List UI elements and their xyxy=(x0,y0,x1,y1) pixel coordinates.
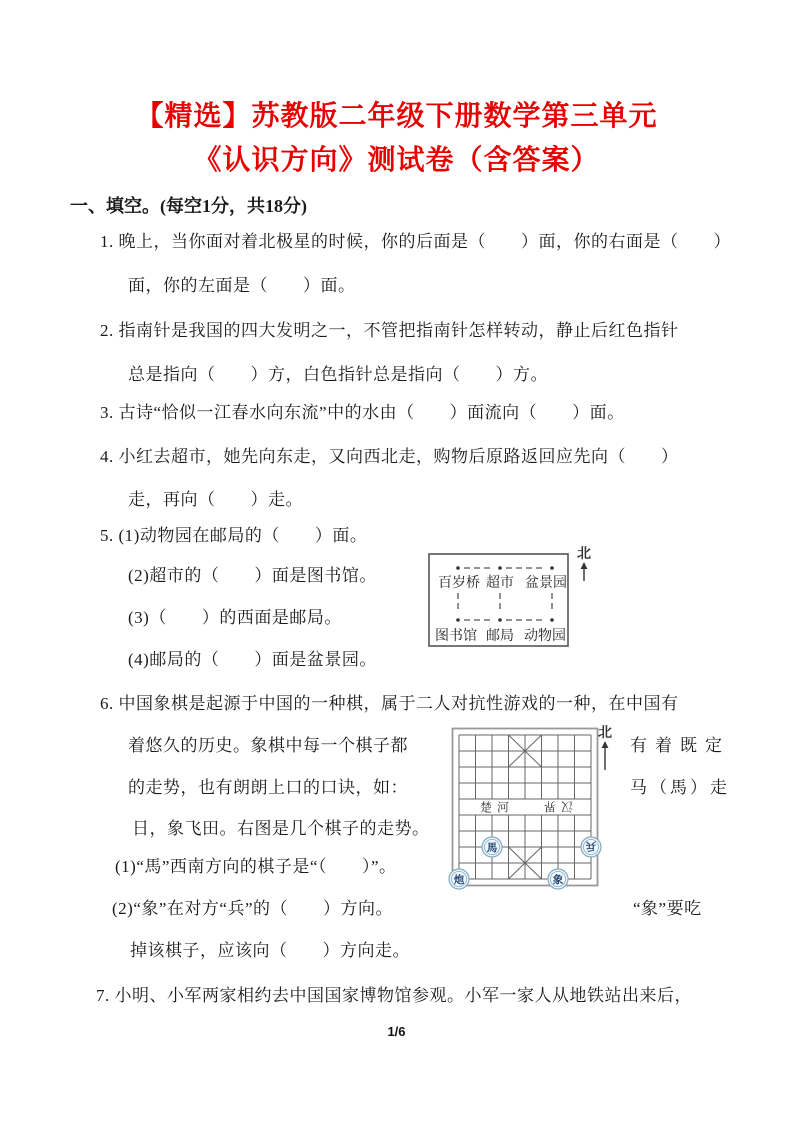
map-north-label: 北 xyxy=(577,547,591,562)
question-6-right-1: 有着既定 xyxy=(630,736,730,755)
question-7-line-1: 7. 小明、小军两家相约去中国国家博物馆参观。小军一家人从地铁站出来后， xyxy=(96,986,692,1005)
question-5-sub-2: (2)超市的（ ）面是图书馆。 xyxy=(128,566,377,585)
paper-title-line-1: 【精选】苏教版二年级下册数学第三单元 xyxy=(135,101,658,132)
chess-north-label: 北 xyxy=(598,726,612,741)
map-label-dongwuyuan: 动物园 xyxy=(524,629,566,644)
map-dot xyxy=(550,566,554,570)
question-6-sub-2: (2)“象”在对方“兵”的（ ）方向。 xyxy=(112,899,394,918)
question-1-line-1: 1. 晚上，当你面对着北极星的时候，你的后面是（ ）面，你的右面是（ ） xyxy=(100,232,731,251)
question-4-line-2: 走，再向（ ）走。 xyxy=(128,490,303,509)
paper-title-line-2: 《认识方向》测试卷（含答案） xyxy=(193,145,600,176)
chess-piece-label: 象 xyxy=(552,874,564,886)
chess-piece-label: 兵 xyxy=(585,840,597,852)
chess-piece-label: 炮 xyxy=(453,874,465,886)
map-label-chaoshi: 超市 xyxy=(486,576,514,591)
map-dot xyxy=(498,618,502,622)
question-2-line-2: 总是指向（ ）方，白色指针总是指向（ ）方。 xyxy=(128,365,548,384)
question-5-sub-4: (4)邮局的（ ）面是盆景园。 xyxy=(128,650,377,669)
chess-piece xyxy=(548,869,568,889)
chess-piece xyxy=(449,869,469,889)
map-diagram xyxy=(428,553,569,647)
question-5-sub-1: 5. (1)动物园在邮局的（ ）面。 xyxy=(100,526,368,545)
section-1-heading: 一、填空。(每空1分，共18分) xyxy=(70,196,307,216)
north-arrow-icon xyxy=(600,741,610,771)
map-label-baisuiqiao: 百岁桥 xyxy=(438,576,480,591)
map-dot xyxy=(456,618,460,622)
map-dot xyxy=(498,566,502,570)
map-label-tushuguan: 图书馆 xyxy=(435,629,477,644)
question-5-sub-3: (3)（ ）的西面是邮局。 xyxy=(128,608,342,627)
page-number: 1/6 xyxy=(387,1024,406,1039)
question-6-line-1: 6. 中国象棋是起源于中国的一种棋，属于二人对抗性游戏的一种，在中国有 xyxy=(100,694,679,713)
question-6-line-3: 的走势，也有朗朗上口的口诀，如： xyxy=(128,778,408,797)
question-6-right-2: 马（馬）走 xyxy=(630,778,730,797)
map-dot xyxy=(550,618,554,622)
map-north-indicator xyxy=(577,548,591,582)
chess-piece xyxy=(581,837,601,857)
question-6-right-3: “象”要吃 xyxy=(633,899,702,918)
question-1-line-2: 面，你的左面是（ ）面。 xyxy=(128,276,356,295)
question-6-line-4: 日，象飞田。右图是几个棋子的走势。 xyxy=(132,819,430,838)
question-6-sub-1: (1)“馬”西南方向的棋子是“（ ）”。 xyxy=(115,857,397,876)
question-4-line-1: 4. 小红去超市，她先向东走，又向西北走，购物后原路返回应先向（ ） xyxy=(100,447,679,466)
chess-board-diagram xyxy=(446,722,604,892)
map-label-youju: 邮局 xyxy=(486,629,514,644)
question-3-line-1: 3. 古诗“恰似一江春水向东流”中的水由（ ）面流向（ ）面。 xyxy=(100,403,625,422)
question-2-line-1: 2. 指南针是我国的四大发明之一，不管把指南针怎样转动，静止后红色指针 xyxy=(100,321,679,340)
chess-piece-label: 馬 xyxy=(486,842,498,854)
question-6-line-2: 着悠久的历史。象棋中每一个棋子都 xyxy=(128,736,408,755)
chess-river-left: 楚河 xyxy=(480,800,515,815)
map-label-penjingyuan: 盆景园 xyxy=(525,576,567,591)
north-arrow-icon xyxy=(579,562,589,582)
chess-piece xyxy=(482,837,502,857)
question-6-line-5: 掉该棋子，应该向（ ）方向走。 xyxy=(130,941,410,960)
chess-north-indicator xyxy=(598,727,612,771)
chess-river-right: 汉界 xyxy=(538,799,574,814)
map-dot xyxy=(456,566,460,570)
